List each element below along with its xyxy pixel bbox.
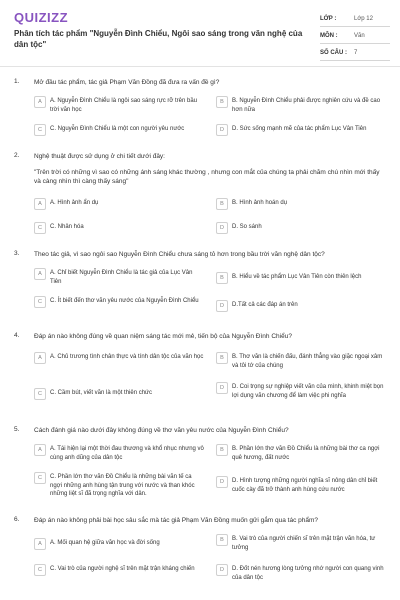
option-c[interactable] [34,124,204,136]
option-text: D. Coi trọng sự nghiệp viết văn của mình, khinh miệt bọn lợi dụng văn chương để làm việc phi nghĩa [232,384,384,399]
option-a[interactable] [34,198,204,210]
option-a[interactable] [34,268,204,286]
option-text: D.Tất cả các đáp án trên [232,302,298,308]
option-d[interactable] [216,124,386,136]
option-letter: B [216,96,228,108]
option-d[interactable] [216,382,386,400]
question-text: Đáp án nào không đúng về quan niệm sáng tác mới mẻ, tiến bộ của Nguyễn Đình Chiểu? [34,333,292,340]
option-letter: D [216,300,228,312]
question-number: 2. [14,152,20,159]
option-b[interactable] [216,96,386,114]
option-c[interactable] [34,222,204,234]
option-b[interactable] [216,198,386,210]
question-text: Nghệ thuật được sử dụng ở chi tiết dưới đây: [34,153,165,160]
option-letter: D [216,382,228,394]
option-letter: A [34,96,46,108]
question-quote: "Trên trời có những vì sao có những ánh sáng khác thường , nhưng con mắt của chúng ta phải chăm chú nhìn mới thấy và càng nhìn thì càng thấy sáng" [34,169,380,185]
question-text: Đáp án nào không phải bài học sâu sắc mà tác giả Phạm Văn Đồng muốn gửi gắm qua tác phẩm? [34,517,319,524]
option-letter: B [216,198,228,210]
option-letter: A [34,268,46,280]
meta-count [320,46,390,61]
option-c[interactable] [34,388,204,400]
option-letter: D [216,222,228,234]
meta-count-label: SỐ CÂU : [320,50,347,56]
option-letter: D [216,124,228,136]
meta-grade [320,12,390,27]
question-number: 6. [14,516,20,523]
option-letter: A [34,352,46,364]
option-letter: C [34,564,46,576]
option-text: D. Đốt nén hương lòng tưởng nhớ người con quang vinh của dân tộc [232,566,384,581]
question-number: 4. [14,332,20,339]
question-number: 5. [14,426,20,433]
option-b[interactable] [216,444,386,462]
meta-grade-value: Lớp 12 [354,16,373,22]
option-d[interactable] [216,222,386,234]
option-text: B. Vai trò của người chiến sĩ trên mặt trận văn hóa, tư tưởng [232,536,376,551]
option-b[interactable] [216,272,386,284]
option-text: B. Hiểu về tác phẩm Lục Vân Tiên còn thiên lệch [232,274,362,280]
option-text: A. Mối quan hệ giữa văn học và đời sống [50,540,160,546]
option-text: C. Phần lớn thơ văn Đồ Chiểu là những bài văn tế ca ngợi những anh hùng tận trung với nước và than khóc những liệt sĩ đã trọng nghĩa với dân. [50,474,195,497]
meta-grade-label: LỚP : [320,16,337,22]
option-text: A. Tái hiện lại một thời đau thương và khổ nhục nhưng vô cùng anh dũng của dân tộc [50,446,204,461]
option-letter: C [34,388,46,400]
option-text: C. Cầm bút, viết văn là một thiên chức [50,390,153,396]
worksheet-header [0,0,400,66]
quizizz-logo: QUIZIZZ [14,10,69,25]
question-text: Theo tác giả, vì sao ngôi sao Nguyễn Đình Chiểu chưa sáng tỏ hơn trong bầu trời văn nghệ dân tộc? [34,251,325,258]
option-letter: A [34,198,46,210]
option-a[interactable] [34,538,204,550]
option-a[interactable] [34,96,204,114]
option-letter: C [34,472,46,484]
option-text: C. Nhân hóa [50,224,84,230]
option-text: B. Nguyễn Đình Chiểu phải được nghiên cứu và đề cao hơn nữa [232,98,381,113]
option-text: C. Ít biết đến thơ văn yêu nước của Nguyễn Đình Chiểu [50,298,199,304]
option-c[interactable] [34,472,204,499]
option-letter: B [216,352,228,364]
option-letter: A [34,444,46,456]
worksheet-title: Phân tích tác phẩm "Nguyễn Đình Chiểu, Ngôi sao sáng trong văn nghệ của dân tộc" [14,29,303,49]
option-text: A. Chỉ biết Nguyễn Đình Chiểu là tác giả của Lục Vân Tiên [50,270,193,285]
question-text: Mở đầu tác phẩm, tác giả Phạm Văn Đồng đã đưa ra vấn đề gì? [34,79,220,86]
option-letter: D [216,476,228,488]
option-letter: C [34,124,46,136]
meta-subject [320,29,390,44]
option-text: A. Nguyễn Đình Chiểu là ngôi sao sáng rực rỡ trên bầu trời văn học [50,98,198,113]
option-a[interactable] [34,444,204,462]
option-text: A. Chủ trương tình chân thực và tính dân tộc của văn học [50,354,204,360]
option-letter: D [216,564,228,576]
meta-subject-value: Văn [354,33,365,39]
option-text: C. Vai trò của người nghệ sĩ trên mặt trận kháng chiến [50,566,195,572]
question-text: Cách đánh giá nào dưới đây không đúng về thơ văn yêu nước của Nguyễn Đình Chiểu? [34,427,289,434]
option-letter: C [34,222,46,234]
option-letter: B [216,444,228,456]
option-letter: C [34,296,46,308]
option-text: B. Phần lớn thơ văn Đồ Chiểu là những bài thơ ca ngợi quê hương, đất nước [232,446,380,461]
meta-panel [320,12,390,63]
option-d[interactable] [216,476,386,494]
option-b[interactable] [216,534,386,552]
option-text: D. Sức sống mạnh mẽ của tác phẩm Lục Vân Tiên [232,126,367,132]
option-text: D. Hình tượng những người nghĩa sĩ nông dân chỉ biết cuốc cày đã trở thành anh hùng cứu nước [232,478,378,493]
meta-count-value: 7 [354,50,358,56]
question-number: 1. [14,78,20,85]
option-text: C. Nguyễn Đình Chiểu là một con người yêu nước [50,126,185,132]
option-letter: B [216,534,228,546]
option-text: D. So sánh [232,224,262,230]
option-letter: A [34,538,46,550]
option-d[interactable] [216,300,386,312]
option-b[interactable] [216,352,386,370]
option-letter: B [216,272,228,284]
option-c[interactable] [34,296,204,308]
option-text: B. Thơ văn là chiến đấu, đánh thẳng vào giặc ngoại xâm và tôi tớ của chúng [232,354,383,369]
option-text: A. Hình ảnh ẩn dụ [50,200,99,206]
meta-subject-label: MÔN : [320,33,338,39]
option-a[interactable] [34,352,204,364]
question-number: 3. [14,250,20,257]
option-text: B. Hình ảnh hoán dụ [232,200,288,206]
option-c[interactable] [34,564,204,576]
header-divider [0,66,400,67]
option-d[interactable] [216,564,386,582]
